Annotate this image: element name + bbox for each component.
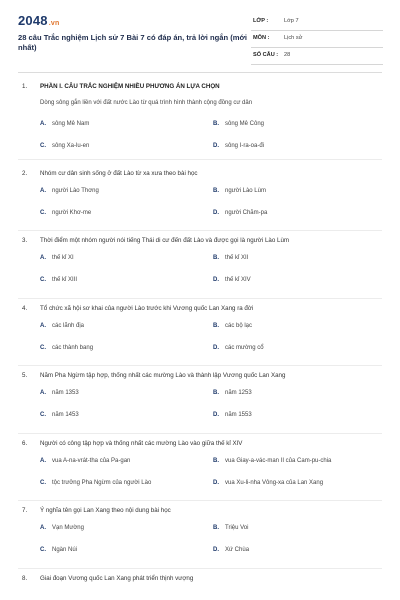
- option-letter: D.: [213, 547, 219, 553]
- option-letter: D.: [213, 344, 219, 351]
- meta-value: Lịch sử: [284, 35, 303, 41]
- option-text: năm 1253: [225, 390, 252, 396]
- option-text: thế kỉ XIII: [52, 277, 78, 283]
- option-text: năm 1353: [52, 390, 79, 396]
- option-letter: C.: [40, 547, 46, 553]
- option-text: người Lào Thơng: [52, 187, 99, 194]
- option-b[interactable]: [213, 525, 248, 531]
- option-text: thế kỉ XIV: [225, 277, 251, 283]
- meta-panel: [251, 14, 383, 65]
- option-text: các mường cổ: [225, 344, 264, 351]
- option-text: vua Xu-li-nha Vông-xa của Lan Xang: [225, 479, 324, 486]
- option-letter: C.: [40, 344, 46, 351]
- option-text: sông I-ra-oa-đi: [225, 143, 265, 149]
- option-d[interactable]: [213, 480, 323, 486]
- option-d[interactable]: [213, 345, 264, 351]
- meta-row-subject: [251, 31, 383, 48]
- option-letter: B.: [213, 525, 219, 531]
- option-letter: D.: [213, 412, 219, 418]
- option-letter: D.: [213, 479, 219, 486]
- option-c[interactable]: [40, 210, 91, 216]
- option-b[interactable]: [213, 121, 264, 127]
- question-text: Ý nghĩa tên gọi Lan Xang theo nội dung bài học: [40, 507, 171, 514]
- option-text: tộc trưởng Pha Ngừm của người Lào: [52, 479, 152, 486]
- question-item: [0, 571, 400, 600]
- option-text: các lãnh địa: [52, 322, 85, 329]
- question-separator: [18, 159, 382, 160]
- question-separator: [18, 568, 382, 569]
- option-text: thế kỉ XI: [52, 255, 74, 261]
- option-text: vua Giay-a-vác-man II của Cam-pu-chia: [225, 457, 332, 464]
- option-c[interactable]: [40, 345, 93, 351]
- question-number: 1.: [22, 83, 28, 90]
- question-number: 4.: [22, 304, 28, 312]
- option-b[interactable]: [213, 323, 252, 329]
- question-item: [0, 166, 400, 234]
- question-separator: [18, 433, 382, 434]
- meta-value: 28: [284, 52, 291, 58]
- option-a[interactable]: [40, 188, 99, 194]
- option-b[interactable]: [213, 188, 266, 194]
- logo-text: 2048: [18, 13, 48, 28]
- option-b[interactable]: [213, 390, 252, 396]
- meta-value: Lớp 7: [284, 18, 299, 24]
- option-letter: A.: [40, 322, 46, 329]
- option-text: Xứ Chùa: [225, 547, 250, 553]
- option-b[interactable]: [213, 255, 248, 261]
- question-item: [0, 368, 400, 436]
- option-d[interactable]: [213, 277, 251, 283]
- option-letter: B.: [213, 390, 219, 396]
- option-letter: C.: [40, 412, 46, 418]
- option-letter: A.: [40, 525, 46, 531]
- option-letter: B.: [213, 457, 219, 464]
- option-b[interactable]: [213, 458, 331, 464]
- option-letter: A.: [40, 121, 46, 127]
- question-number: 8.: [22, 574, 28, 582]
- option-text: Ngàn Núi: [52, 547, 78, 553]
- question-text: Năm Pha Ngừm tập hợp, thống nhất các mường Lào và thành lập Vương quốc Lan Xang: [40, 372, 286, 379]
- option-letter: A.: [40, 390, 46, 396]
- question-text: Nhóm cư dân sinh sống ở đất Lào từ xa xưa theo bài học: [40, 169, 198, 177]
- logo-suffix: .vn: [48, 20, 60, 27]
- option-text: người Chăm-pa: [225, 209, 268, 216]
- option-c[interactable]: [40, 547, 77, 553]
- option-text: vua A-na-vrát-tha của Pa-gan: [52, 457, 131, 464]
- logo[interactable]: [18, 13, 59, 28]
- question-separator: [18, 500, 382, 501]
- option-text: sông Xa-lu-en: [52, 143, 90, 149]
- option-letter: B.: [213, 255, 219, 261]
- option-letter: C.: [40, 209, 46, 216]
- option-letter: A.: [40, 255, 46, 261]
- option-letter: B.: [213, 121, 219, 127]
- question-item: [0, 503, 400, 571]
- meta-row-count: [251, 48, 383, 65]
- header-divider: [18, 72, 382, 73]
- option-letter: B.: [213, 322, 219, 329]
- option-a[interactable]: [40, 458, 130, 464]
- question-separator: [18, 365, 382, 366]
- question-item: [0, 436, 400, 504]
- question-item: [0, 79, 400, 147]
- question-number: 7.: [22, 507, 28, 514]
- meta-row-grade: [251, 14, 383, 31]
- option-a[interactable]: [40, 121, 89, 127]
- question-list: [0, 79, 400, 600]
- option-c[interactable]: [40, 480, 151, 486]
- option-letter: D.: [213, 143, 219, 149]
- question-text: Thời điểm một nhóm người nói tiếng Thái di cư đến đất Lào và được gọi là người Lào Lùm: [40, 237, 290, 244]
- option-text: sông Mê Nam: [52, 121, 90, 127]
- option-text: Triệu Voi: [225, 525, 249, 531]
- question-separator: [18, 230, 382, 231]
- question-number: 2.: [22, 169, 28, 177]
- meta-key: LỚP :: [253, 18, 269, 24]
- option-c[interactable]: [40, 277, 77, 283]
- option-text: người Lào Lùm: [225, 187, 266, 194]
- option-text: các bộ lạc: [225, 322, 253, 329]
- option-c[interactable]: [40, 412, 79, 418]
- option-text: năm 1453: [52, 412, 79, 418]
- option-text: các thành bang: [52, 344, 94, 351]
- option-a[interactable]: [40, 525, 84, 531]
- option-text: năm 1553: [225, 412, 252, 418]
- option-d[interactable]: [213, 210, 267, 216]
- question-text: Giai đoạn Vương quốc Lan Xang phát triển thịnh vượng: [40, 574, 194, 582]
- meta-key: MÔN :: [253, 35, 270, 41]
- option-text: Vạn Mường: [52, 525, 84, 531]
- question-text: Tổ chức xã hội sơ khai của người Lào trước khi Vương quốc Lan Xang ra đời: [40, 304, 254, 312]
- option-a[interactable]: [40, 390, 79, 396]
- option-a[interactable]: [40, 255, 74, 261]
- option-letter: C.: [40, 277, 46, 283]
- question-text: Người có công tập hợp và thống nhất các mường Lào vào giữa thế kỉ XIV: [40, 439, 243, 447]
- option-d[interactable]: [213, 412, 252, 418]
- question-number: 6.: [22, 439, 28, 447]
- option-letter: A.: [40, 187, 46, 194]
- option-letter: B.: [213, 187, 219, 194]
- section-heading: PHẦN I. CÂU TRẮC NGHIỆM NHIỀU PHƯƠNG ÁN LỰA CHỌN: [40, 83, 220, 90]
- option-text: sông Mê Công: [225, 121, 265, 127]
- option-letter: C.: [40, 479, 46, 486]
- option-a[interactable]: [40, 323, 84, 329]
- question-text: Dòng sông gắn liền với đất nước Lào từ quá trình hình thành cộng đồng cư dân: [40, 100, 253, 106]
- question-separator: [18, 298, 382, 299]
- option-letter: D.: [213, 277, 219, 283]
- option-letter: C.: [40, 143, 46, 149]
- option-text: thế kỉ XII: [225, 255, 249, 261]
- document-title: 28 câu Trắc nghiệm Lịch sử 7 Bài 7 có đáp án, trả lời ngắn (mới nhất): [18, 33, 247, 52]
- option-d[interactable]: [213, 143, 264, 149]
- option-letter: A.: [40, 457, 46, 464]
- spacer: [0, 147, 400, 166]
- option-letter: D.: [213, 209, 219, 216]
- meta-key: SỐ CÂU :: [253, 52, 279, 58]
- question-item: [0, 233, 400, 301]
- option-d[interactable]: [213, 547, 249, 553]
- question-item: [0, 301, 400, 369]
- question-number: 3.: [22, 237, 28, 244]
- option-c[interactable]: [40, 143, 89, 149]
- question-number: 5.: [22, 372, 28, 379]
- option-text: người Khơ-me: [52, 209, 92, 216]
